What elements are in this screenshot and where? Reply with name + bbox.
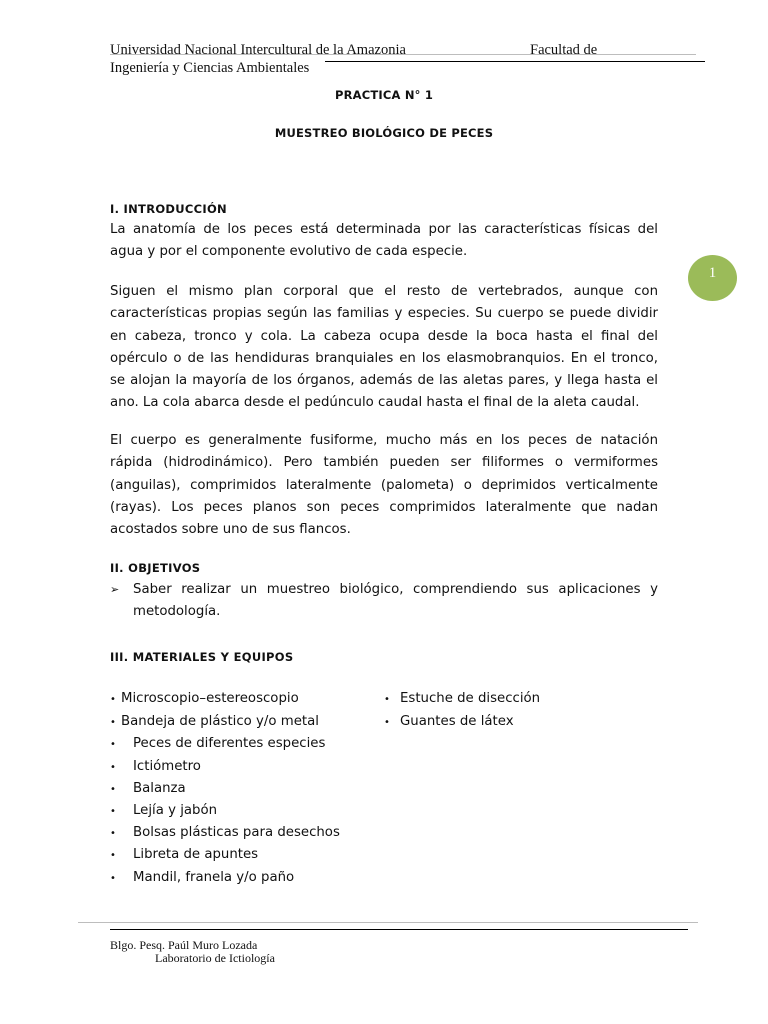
footer-lab: Laboratorio de Ictiología: [155, 951, 275, 965]
objectives-heading: II. OBJETIVOS: [110, 561, 201, 575]
bullet-icon: •: [110, 739, 116, 750]
header-faculty-part1: Facultad de: [530, 42, 598, 58]
material-item: • Bandeja de plástico y/o metal: [110, 714, 319, 729]
material-item: • Balanza: [110, 781, 186, 796]
bullet-icon: •: [110, 873, 116, 884]
bullet-icon: •: [110, 850, 116, 861]
material-item: • Ictiómetro: [110, 759, 201, 774]
footer-rule: [110, 929, 688, 930]
bullet-icon: •: [110, 717, 116, 728]
intro-paragraph-1: La anatomía de los peces está determinada por las características físicas del agua y por el componente evolutivo de cada especie.: [110, 222, 658, 260]
practice-title: PRACTICA N° 1: [334, 88, 434, 102]
page-number-badge: 1: [688, 255, 737, 301]
footer-rule-gray: [78, 922, 698, 923]
material-item: • Lejía y jabón: [110, 803, 218, 818]
intro-paragraph-3: El cuerpo es generalmente fusiforme, mucho más en los peces de natación rápida (hidrodinámico). Pero también pueden ser filiformes o vermiformes (anguilas), comprimidos lateralmente (palometa) o deprimidos verticalmente (rayas). Los peces planos son peces comprimidos lateralmente que nadan acostados sobre uno de sus flancos.: [110, 433, 658, 538]
header-rule: [325, 61, 705, 62]
bullet-icon: •: [110, 828, 116, 839]
header-faculty-part2: Ingeniería y Ciencias Ambientales: [110, 60, 310, 76]
intro-paragraph-2: Siguen el mismo plan corporal que el resto de vertebrados, aunque con características propias según las familias y especies. Su cuerpo se puede dividir en cabeza, tronco y cola. La cabeza ocupa desde la boca hasta el final del opérculo o de las hendiduras branquiales en los elasmobranquios. En el tronco, se alojan la mayoría de los órganos, además de las aletas pares, y llega hasta el ano. La cola abarca desde el pedúnculo caudal hasta el final de la aleta caudal.: [110, 284, 658, 411]
materials-heading: III. MATERIALES Y EQUIPOS: [110, 650, 294, 664]
arrow-bullet-icon: ➢: [110, 583, 120, 596]
footer-author: Blgo. Pesq. Paúl Muro Lozada: [110, 938, 258, 952]
bullet-icon: •: [384, 717, 390, 728]
header-rule-gray: [110, 54, 696, 55]
bullet-icon: •: [110, 762, 116, 773]
bullet-icon: •: [384, 694, 390, 705]
bullet-icon: •: [110, 806, 116, 817]
material-item: • Estuche de disección: [384, 691, 541, 706]
objective-text: Saber realizar un muestreo biológico, comprendiendo sus aplicaciones y metodología.: [133, 582, 658, 619]
header-university: Universidad Nacional Intercultural de la Amazonia: [110, 42, 406, 58]
material-item: • Libreta de apuntes: [110, 847, 259, 862]
intro-heading: I. INTRODUCCIÓN: [110, 202, 227, 216]
material-item: • Mandil, franela y/o paño: [110, 870, 295, 885]
material-item: • Guantes de látex: [384, 714, 514, 729]
bullet-icon: •: [110, 694, 116, 705]
material-item: • Bolsas plásticas para desechos: [110, 825, 340, 840]
bullet-icon: •: [110, 784, 116, 795]
main-title: MUESTREO BIOLÓGICO DE PECES: [274, 126, 494, 140]
objective-item: [110, 579, 658, 623]
material-item: • Peces de diferentes especies: [110, 736, 326, 751]
material-item: • Microscopio–estereoscopio: [110, 691, 299, 706]
